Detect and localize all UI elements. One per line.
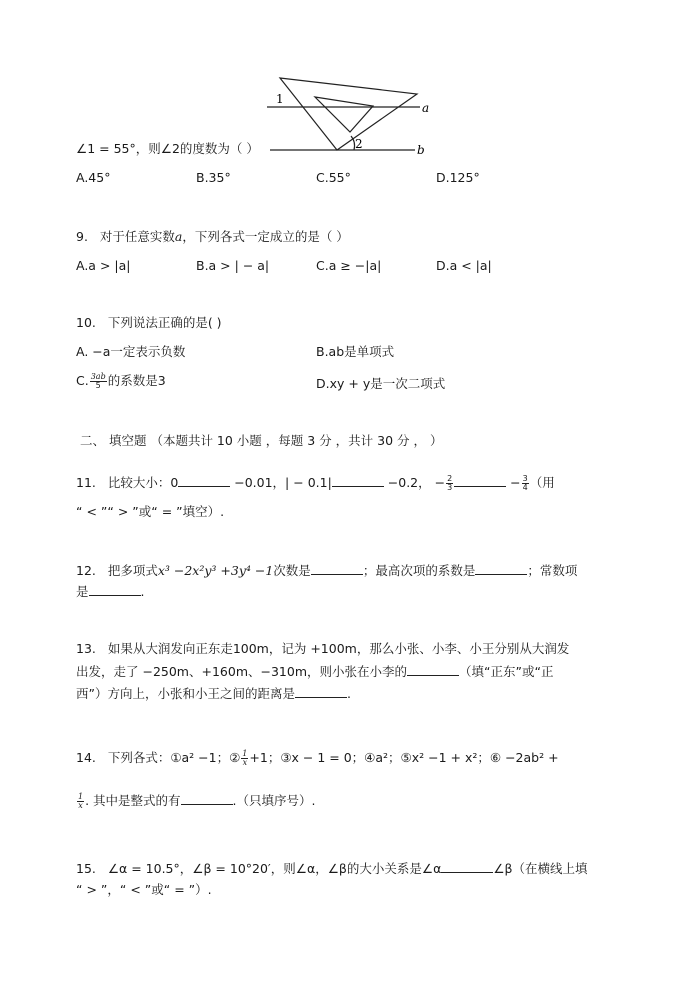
q8-option-b: B.35°	[196, 170, 231, 185]
q10-opt-c-num: 3ab	[90, 372, 106, 381]
q14-part1: 下列各式：①a² −1；②	[107, 750, 241, 765]
q12-part4: ；常数项	[527, 563, 578, 578]
q11-blank-1[interactable]	[178, 474, 230, 487]
label-b: b	[417, 143, 425, 157]
q8-option-c: C.55°	[316, 170, 351, 185]
q9-stem	[76, 229, 349, 245]
q13-line3	[76, 685, 351, 702]
q9-number: 9.	[76, 229, 88, 244]
q10-opt-c-prefix: C.	[76, 373, 89, 388]
section-2-title: 二、 填空题 （本题共计 10 小题 ，每题 3 分 ，共计 30 分 ， ）	[80, 433, 443, 448]
q11-blank-2[interactable]	[332, 474, 384, 487]
q13-line2a: 出发，走了 −250m、+160m、−310m，则小张在小李的	[76, 664, 408, 679]
q12-blank-2[interactable]	[475, 562, 527, 575]
q11-part2: −0.01，| − 0.1|	[234, 475, 332, 490]
q14-number: 14.	[76, 750, 96, 765]
q15-line1a: ∠α = 10.5°，∠β = 10°20′，则∠α，∠β的大小关系是∠α	[107, 861, 442, 876]
q10-opt-b-text: 是单项式	[344, 344, 395, 359]
q9-var: a	[174, 229, 183, 244]
q11-blank-3[interactable]	[454, 474, 506, 487]
q12-poly: x³ −2x²y³ +3y⁴ −1	[157, 563, 274, 578]
q12-line2	[76, 583, 145, 600]
q15-line2: “ > ”，“ < ”或“ = ”）.	[76, 882, 212, 897]
q12-blank-1[interactable]	[311, 562, 363, 575]
q9-option-c: C.a ≥ −|a|	[316, 258, 382, 273]
label-2: 2	[355, 137, 363, 151]
q15-blank[interactable]	[441, 860, 493, 873]
q12-line2-end: .	[140, 584, 145, 599]
q10-stem	[76, 315, 222, 331]
large-triangle	[280, 78, 417, 150]
q11-f1-den: 3	[447, 483, 453, 492]
q12-part2: 次数是	[273, 563, 311, 578]
q14-f-den: x	[242, 758, 248, 767]
q13-blank-2[interactable]	[295, 685, 347, 698]
q11-part1: 比较大小：0	[107, 475, 179, 490]
q13-number: 13.	[76, 641, 96, 656]
q10-opt-c-text: 的系数是3	[107, 373, 166, 388]
q14-fraction	[241, 750, 248, 767]
q14-f-num: 1	[242, 749, 248, 758]
q11-number: 11.	[76, 475, 96, 490]
q10-opt-d-text: 是一次二项式	[370, 376, 446, 391]
q10-option-c	[76, 373, 166, 390]
q10-option-b	[316, 344, 394, 360]
q9-option-d: D.a < |a|	[436, 258, 492, 273]
q13-line1-text: 如果从大润发向正东走100m，记为 +100m，那么小张、小李、小王分别从大润发	[107, 641, 570, 656]
q12-number: 12.	[76, 563, 96, 578]
label-a: a	[422, 101, 430, 115]
q10-opt-d-math: D.xy + y	[316, 376, 371, 391]
q12-part3: ；最高次项的系数是	[362, 563, 476, 578]
q11-f2-num: 3	[522, 474, 528, 483]
geometry-figure	[255, 70, 440, 160]
q10-opt-a-text: 一定表示负数	[110, 344, 186, 359]
q8-option-d: D.125°	[436, 170, 480, 185]
q12-part1: 把多项式	[107, 563, 158, 578]
q14-line2b: .（只填序号）.	[232, 793, 316, 808]
q13-line3a: 西”）方向上，小张和小王之间的距离是	[76, 686, 295, 701]
q14-line2	[76, 792, 316, 810]
q13-blank-1[interactable]	[407, 663, 459, 676]
q14-blank[interactable]	[181, 792, 233, 805]
q10-opt-a-math: A. −a	[76, 344, 111, 359]
q13-line2b: （填“正东”或“正	[459, 664, 554, 679]
q11-line2: “ < ”“ > ”或“ = ”填空）.	[76, 504, 225, 519]
q10-opt-c-den: 5	[95, 381, 101, 390]
q12-blank-3[interactable]	[89, 583, 141, 596]
q9-stem-a: 对于任意实数	[99, 229, 175, 244]
q10-opt-c-fraction	[90, 373, 107, 390]
q15-line1	[76, 860, 588, 877]
q11-fraction-2	[522, 475, 529, 492]
q11-line1	[76, 474, 555, 492]
q14-line2a: . 其中是整式的有	[85, 793, 181, 808]
q13-line1	[76, 641, 569, 657]
q11-part3: −0.2， −	[387, 475, 446, 490]
q14-part2: +1；③x − 1 = 0；④a²；⑤x² −1 + x²；⑥ −2ab² +	[249, 750, 559, 765]
q14-line1	[76, 750, 559, 767]
q11-f2-den: 4	[522, 483, 528, 492]
q9-option-b: B.a > | − a|	[196, 258, 270, 273]
q10-text: 下列说法正确的是( )	[107, 315, 222, 330]
q8-stem: ∠1 = 55°，则∠2的度数为（ ）	[76, 141, 259, 156]
q9-stem-b: ，下列各式一定成立的是（ ）	[182, 229, 349, 244]
q12-line1	[76, 562, 577, 579]
q11-part4: −	[510, 475, 521, 490]
q13-line2	[76, 663, 553, 680]
q14-l2-num: 1	[78, 792, 84, 801]
q11-part5: （用	[529, 475, 555, 490]
q10-option-d	[316, 376, 445, 392]
q15-number: 15.	[76, 861, 96, 876]
q11-fraction-1	[446, 475, 453, 492]
q15-line1b: ∠β（在横线上填	[493, 861, 588, 876]
q9-option-a: A.a > |a|	[76, 258, 131, 273]
q10-number: 10.	[76, 315, 96, 330]
q10-opt-b-math: B.ab	[316, 344, 345, 359]
q14-l2-den: x	[78, 801, 83, 810]
q14-line2-fraction	[77, 793, 84, 810]
small-triangle	[315, 97, 373, 132]
q8-option-a: A.45°	[76, 170, 111, 185]
q10-option-a	[76, 344, 185, 360]
q13-line3b: .	[346, 686, 351, 701]
q12-line2-text: 是	[76, 584, 89, 599]
q11-f1-num: 2	[447, 474, 453, 483]
label-1: 1	[276, 92, 284, 106]
